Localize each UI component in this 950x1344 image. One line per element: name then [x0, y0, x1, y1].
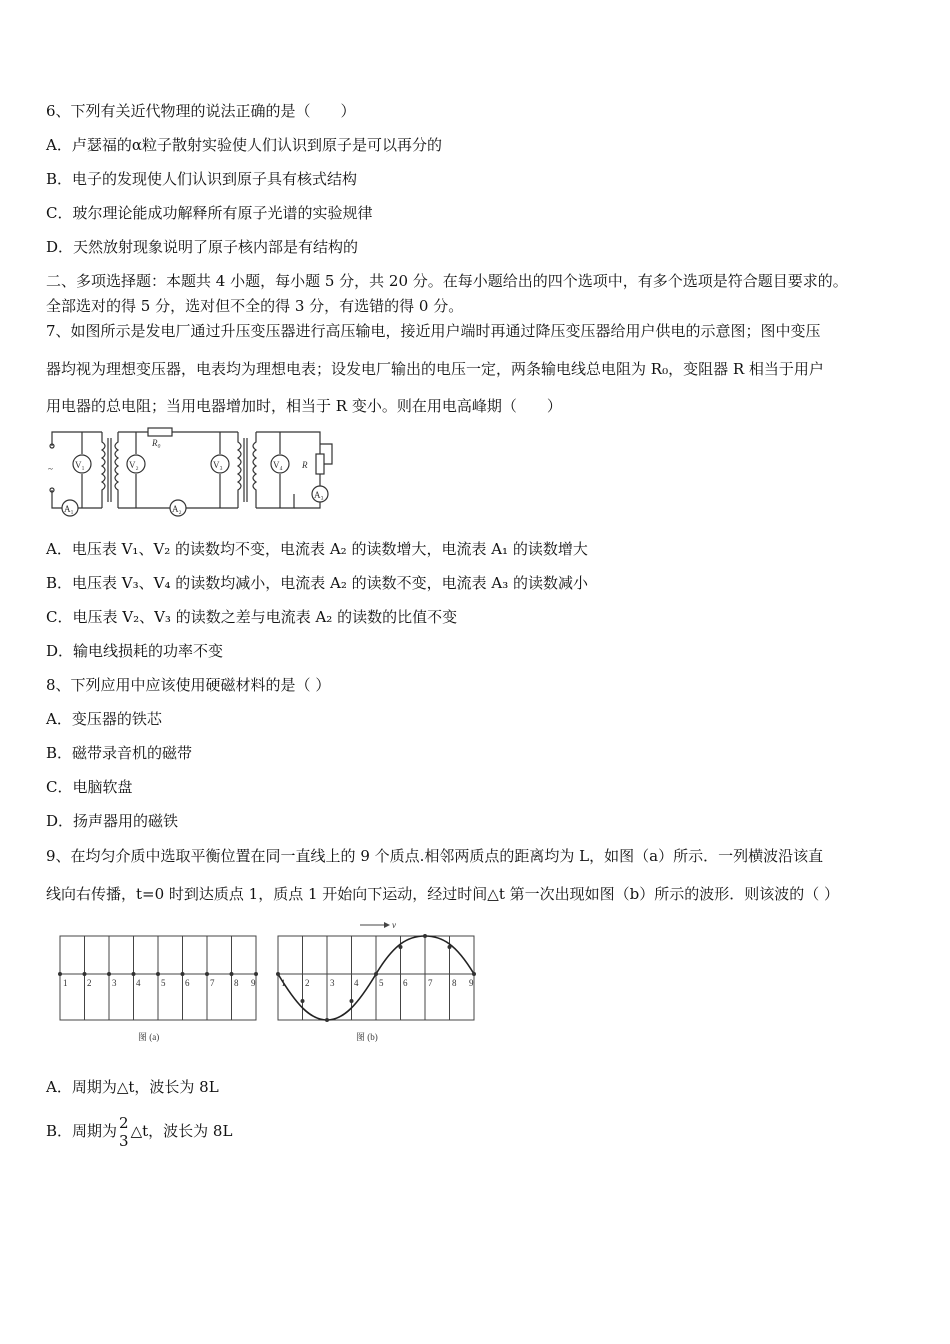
q7-option-d: D．输电线损耗的功率不变 — [46, 642, 224, 660]
section2-line1: 二、多项选择题：本题共 4 小题，每小题 5 分，共 20 分。在每小题给出的四个选项中，有多个选项是符合题目要求的。 — [46, 272, 848, 290]
q9-option-b-suffix: △t，波长为 8L — [130, 1122, 233, 1140]
fig-b-point-8: 8 — [452, 978, 457, 988]
ac-symbol: ~ — [48, 464, 53, 474]
figure-a — [58, 936, 258, 1042]
q6-option-c: C．玻尔理论能成功解释所有原子光谱的实验规律 — [46, 204, 373, 222]
fraction-two-thirds — [119, 1114, 129, 1150]
fig-a-point-1: 1 — [63, 978, 68, 988]
q7-stem-line3: 用电器的总电阻；当用电器增加时，相当于 R 变小。则在用电高峰期（ ） — [46, 397, 562, 415]
ammeter-a3-label: A₃ — [314, 490, 324, 500]
q8-option-d: D．扬声器用的磁铁 — [46, 812, 179, 830]
fig-b-point-4: 4 — [354, 978, 359, 988]
figure-a-caption: 图 (a) — [138, 1032, 160, 1042]
fig-b-point-6: 6 — [403, 978, 408, 988]
q8-option-c: C．电脑软盘 — [46, 778, 133, 796]
transmission-circuit-diagram — [44, 424, 344, 520]
fig-a-point-9: 9 — [251, 978, 256, 988]
q7-option-b: B．电压表 V₃、V₄ 的读数均减小，电流表 A₂ 的读数不变，电流表 A₃ 的读数减小 — [46, 574, 589, 592]
rheostat-r-label: R — [302, 460, 308, 470]
q8-option-b: B．磁带录音机的磁带 — [46, 744, 193, 762]
voltmeter-v3-label: V₃ — [213, 460, 223, 470]
fig-b-point-3: 3 — [330, 978, 335, 988]
q8-option-a: A．变压器的铁芯 — [46, 710, 162, 728]
fig-b-point-2: 2 — [305, 978, 310, 988]
fig-a-point-5: 5 — [161, 978, 166, 988]
figure-b-caption: 图 (b) — [356, 1032, 378, 1042]
q8-stem: 8、下列应用中应该使用硬磁材料的是（ ） — [46, 676, 331, 694]
fraction-numerator: 2 — [119, 1114, 129, 1132]
q6-stem: 6、下列有关近代物理的说法正确的是（ ） — [46, 102, 356, 120]
fig-a-point-2: 2 — [87, 978, 92, 988]
voltmeter-v4-label: V₄ — [273, 460, 283, 470]
ammeter-a1-label: A₁ — [64, 504, 74, 514]
stepup-primary-coil — [102, 432, 105, 508]
voltmeter-v2-label: V₂ — [129, 460, 139, 470]
q7-option-c: C．电压表 V₂、V₃ 的读数之差与电流表 A₂ 的读数的比值不变 — [46, 608, 458, 626]
q6-option-b: B．电子的发现使人们认识到原子具有核式结构 — [46, 170, 358, 188]
velocity-arrowhead — [384, 922, 390, 928]
line-resistor-r0 — [148, 428, 172, 436]
q9-option-a: A．周期为△t，波长为 8L — [46, 1078, 219, 1096]
fig-a-point-3: 3 — [112, 978, 117, 988]
r0-label: R₀ — [152, 438, 161, 448]
stepdown-primary-coil — [238, 432, 241, 508]
fraction-denominator: 3 — [119, 1132, 129, 1150]
fig-b-point-7: 7 — [428, 978, 433, 988]
stepdown-secondary-coil — [253, 432, 256, 508]
wave-figures — [44, 916, 486, 1048]
q9-stem-line1: 9、在均匀介质中选取平衡位置在同一直线上的 9 个质点.相邻两质点的距离均为 L，如图（a）所示．一列横波沿该直 — [46, 847, 824, 865]
fig-a-point-4: 4 — [136, 978, 141, 988]
voltmeter-v1-label: V₁ — [75, 460, 85, 470]
fig-a-point-7: 7 — [210, 978, 215, 988]
q9-option-b-prefix: B．周期为 — [46, 1122, 118, 1140]
velocity-label: v — [392, 920, 396, 930]
fig-a-point-8: 8 — [234, 978, 239, 988]
figure-b — [276, 920, 476, 1042]
ammeter-a2-label: A₂ — [172, 504, 182, 514]
fig-a-point-6: 6 — [185, 978, 190, 988]
fig-b-point-5: 5 — [379, 978, 384, 988]
q9-option-b — [46, 1113, 232, 1150]
fig-b-point-1: 1 — [281, 978, 286, 988]
q9-stem-line2: 线向右传播，t=0 时到达质点 1，质点 1 开始向下运动，经过时间△t 第一次出现如图（b）所示的波形．则该波的（ ） — [46, 885, 840, 903]
section2-line2: 全部选对的得 5 分，选对但不全的得 3 分，有选错的得 0 分。 — [46, 297, 464, 315]
q6-option-d: D．天然放射现象说明了原子核内部是有结构的 — [46, 238, 359, 256]
stepup-secondary-coil — [115, 432, 118, 508]
q7-stem-line2: 器均视为理想变压器，电表均为理想电表；设发电厂输出的电压一定，两条输电线总电阻为 R₀，变阻器 R 相当于用户 — [46, 360, 824, 378]
q7-option-a: A．电压表 V₁、V₂ 的读数均不变，电流表 A₂ 的读数增大，电流表 A₁ 的读数增大 — [46, 540, 588, 558]
q6-option-a: A．卢瑟福的α粒子散射实验使人们认识到原子是可以再分的 — [46, 136, 442, 154]
fig-b-point-9: 9 — [469, 978, 474, 988]
q7-stem-line1: 7、如图所示是发电厂通过升压变压器进行高压输电，接近用户端时再通过降压变压器给用户供电的示意图；图中变压 — [46, 322, 821, 340]
rheostat-r — [316, 454, 324, 474]
